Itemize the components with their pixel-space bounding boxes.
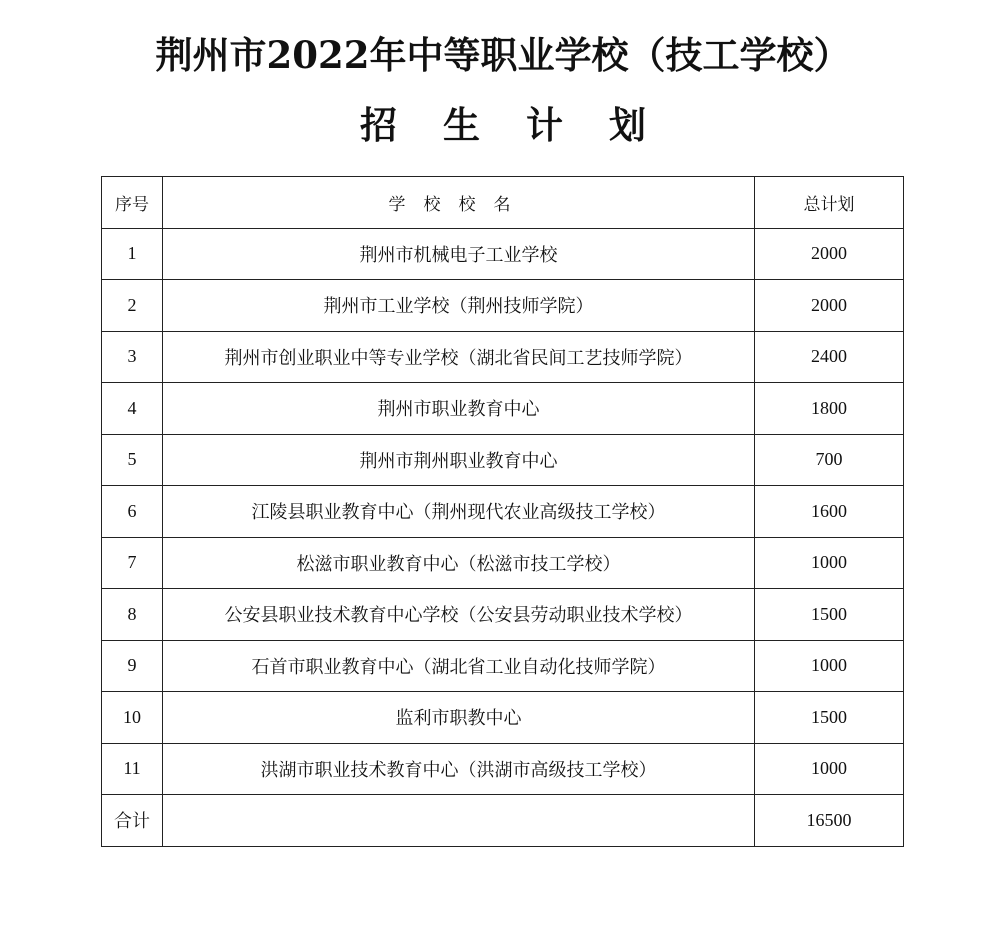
row-total-plan: 1500: [755, 589, 904, 641]
table-row: [102, 434, 904, 486]
table-row: [102, 228, 904, 280]
table-row: [102, 640, 904, 692]
total-name-cell: [163, 795, 755, 847]
row-school-name: 荆州市工业学校（荆州技师学院）: [163, 280, 755, 332]
enrollment-plan-table: [101, 176, 904, 847]
header-seq: 序号: [102, 177, 163, 229]
row-total-plan: 1000: [755, 640, 904, 692]
row-school-name: 荆州市职业教育中心: [163, 383, 755, 435]
row-seq: 11: [102, 743, 163, 795]
row-total-plan: 1600: [755, 486, 904, 538]
row-school-name: 荆州市创业职业中等专业学校（湖北省民间工艺技师学院）: [163, 331, 755, 383]
table-row: [102, 486, 904, 538]
row-total-plan: 1000: [755, 743, 904, 795]
row-seq: 5: [102, 434, 163, 486]
row-total-plan: 2000: [755, 228, 904, 280]
row-seq: 9: [102, 640, 163, 692]
table-row: [102, 280, 904, 332]
table-header-row: [102, 177, 904, 229]
table-row: [102, 331, 904, 383]
row-seq: 8: [102, 589, 163, 641]
total-row: [102, 795, 904, 847]
table-row: [102, 383, 904, 435]
row-seq: 4: [102, 383, 163, 435]
header-total-plan: 总计划: [755, 177, 904, 229]
table-row: [102, 743, 904, 795]
title-line-1: 荆州市2022年中等职业学校（技工学校）: [155, 33, 851, 77]
row-total-plan: 1800: [755, 383, 904, 435]
row-school-name: 江陵县职业教育中心（荆州现代农业高级技工学校）: [163, 486, 755, 538]
document-title: [0, 30, 1006, 150]
table-row: [102, 692, 904, 744]
row-school-name: 松滋市职业教育中心（松滋市技工学校）: [163, 537, 755, 589]
row-seq: 3: [102, 331, 163, 383]
total-label: 合计: [102, 795, 163, 847]
total-plan-value: 16500: [755, 795, 904, 847]
row-school-name: 荆州市荆州职业教育中心: [163, 434, 755, 486]
table-row: [102, 537, 904, 589]
row-total-plan: 2000: [755, 280, 904, 332]
table-body: [102, 228, 904, 795]
row-total-plan: 2400: [755, 331, 904, 383]
row-school-name: 荆州市机械电子工业学校: [163, 228, 755, 280]
row-seq: 2: [102, 280, 163, 332]
row-total-plan: 1500: [755, 692, 904, 744]
row-seq: 1: [102, 228, 163, 280]
header-school-name: 学校校名: [163, 177, 755, 229]
row-school-name: 洪湖市职业技术教育中心（洪湖市高级技工学校）: [163, 743, 755, 795]
row-school-name: 监利市职教中心: [163, 692, 755, 744]
row-total-plan: 700: [755, 434, 904, 486]
row-seq: 6: [102, 486, 163, 538]
title-line-2: 招生计划: [360, 103, 692, 147]
row-seq: 10: [102, 692, 163, 744]
row-seq: 7: [102, 537, 163, 589]
table-row: [102, 589, 904, 641]
row-school-name: 公安县职业技术教育中心学校（公安县劳动职业技术学校）: [163, 589, 755, 641]
row-school-name: 石首市职业教育中心（湖北省工业自动化技师学院）: [163, 640, 755, 692]
row-total-plan: 1000: [755, 537, 904, 589]
